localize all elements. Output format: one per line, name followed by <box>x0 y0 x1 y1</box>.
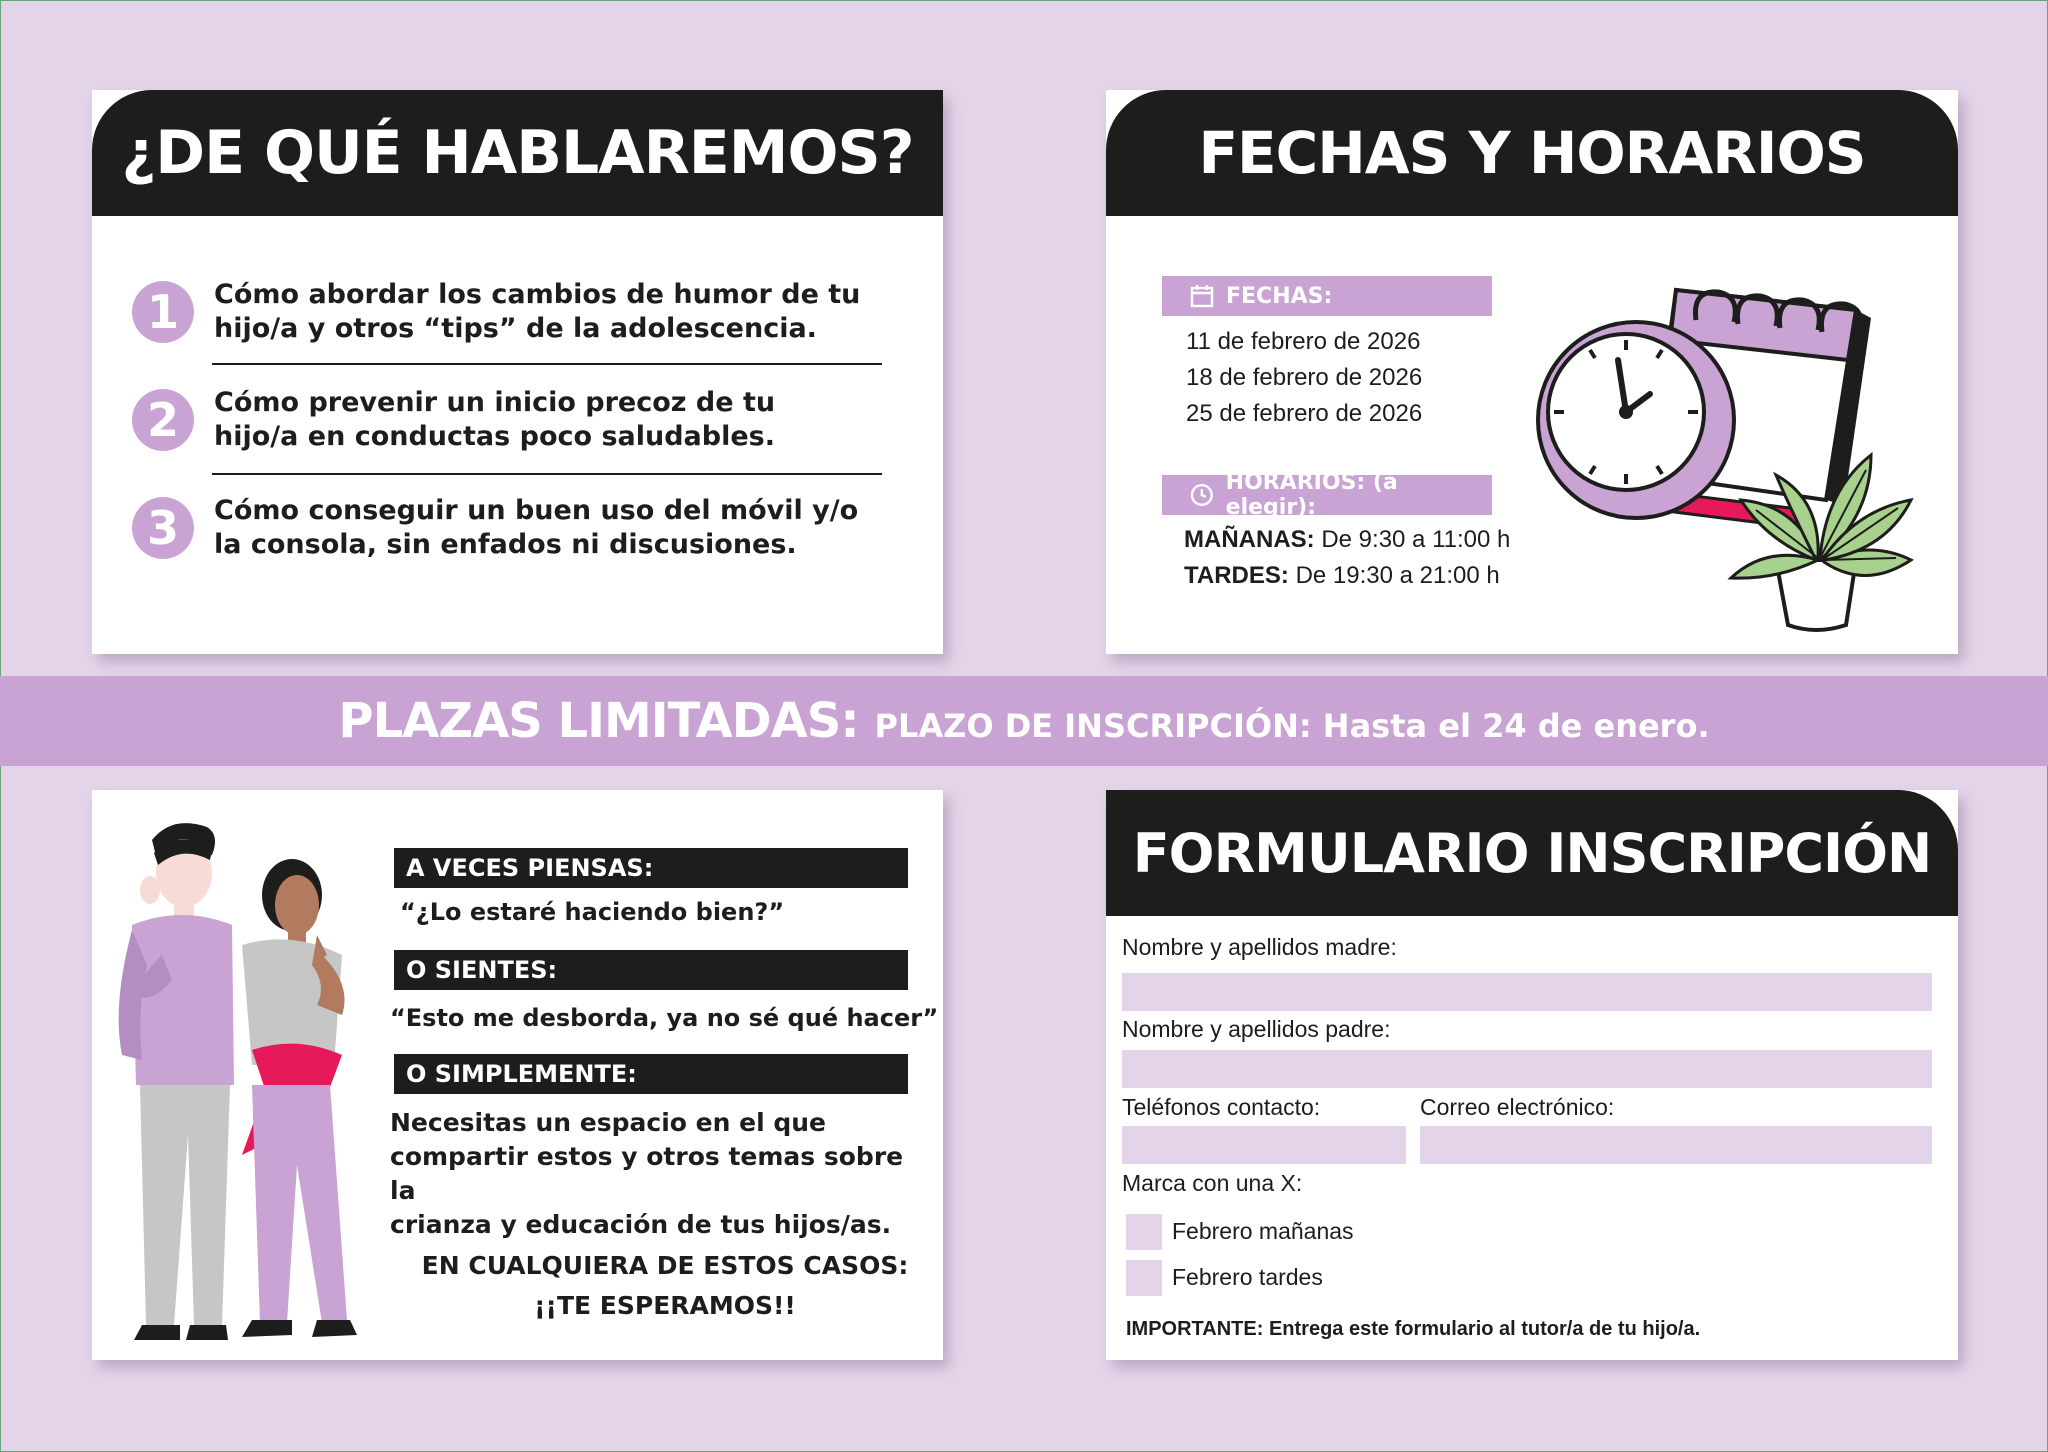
topic-divider <box>212 473 882 475</box>
label-o-sientes: O SIENTES: <box>394 950 908 990</box>
topic-1-line-2: hijo/a y otros “tips” de la adolescencia. <box>214 313 817 344</box>
calendar-clock-plant-illustration <box>1526 260 1946 640</box>
label-o-simplemente: O SIMPLEMENTE: <box>394 1054 908 1094</box>
closing-message <box>390 1246 940 1326</box>
fechas-label: FECHAS: <box>1226 283 1333 309</box>
feelings-card <box>92 790 943 1360</box>
email-field[interactable] <box>1420 1126 1932 1164</box>
phone-label: Teléfonos contacto: <box>1122 1094 1321 1120</box>
option-afternoons-checkbox[interactable] <box>1126 1260 1162 1296</box>
banner-deadline: PLAZO DE INSCRIPCIÓN: Hasta el 24 de enero. <box>874 707 1710 745</box>
topic-2-line-1: Cómo prevenir un inicio precoz de tu <box>214 387 776 418</box>
topic-text-2 <box>214 386 775 454</box>
closing-line-2: ¡¡TE ESPERAMOS!! <box>534 1291 796 1320</box>
important-note <box>1126 1318 1700 1341</box>
option-mornings-label: Febrero mañanas <box>1172 1218 1354 1244</box>
horarios-label: HORARIOS: (a elegir): <box>1225 470 1398 520</box>
parents-illustration <box>102 805 392 1360</box>
quote-2: “Esto me desborda, ya no sé qué hacer” <box>390 1004 939 1032</box>
option-afternoons-label: Febrero tardes <box>1172 1264 1323 1290</box>
father-name-label: Nombre y apellidos padre: <box>1122 1016 1391 1042</box>
mother-name-field[interactable] <box>1122 973 1932 1011</box>
mother-name-label: Nombre y apellidos madre: <box>1122 934 1397 960</box>
email-label: Correo electrónico: <box>1420 1094 1615 1120</box>
topic-number-2: 2 <box>132 389 194 451</box>
feelings-paragraph <box>390 1106 930 1242</box>
clock-icon <box>1190 483 1214 507</box>
important-label: IMPORTANTE: <box>1126 1318 1264 1340</box>
limited-places-banner <box>0 676 2048 766</box>
topic-item-1 <box>132 278 892 346</box>
date-1: 11 de febrero de 2026 <box>1186 328 1421 355</box>
topic-number-3: 3 <box>132 497 194 559</box>
closing-line-1: EN CUALQUIERA DE ESTOS CASOS: <box>421 1251 909 1280</box>
topic-item-3 <box>132 494 892 562</box>
paragraph-line-3: crianza y educación de tus hijos/as. <box>390 1210 892 1239</box>
mananas-value: De 9:30 a 11:00 h <box>1321 526 1511 553</box>
label-a-veces-piensas: A VECES PIENSAS: <box>394 848 908 888</box>
paragraph-line-1: Necesitas un espacio en el que <box>390 1108 827 1137</box>
topic-3-line-1: Cómo conseguir un buen uso del móvil y/o <box>214 495 859 526</box>
father-name-field[interactable] <box>1122 1050 1932 1088</box>
horarios-label-bar <box>1162 470 1492 520</box>
tardes-label: TARDES: <box>1184 562 1289 589</box>
registration-form-card <box>1106 790 1958 1360</box>
option-mornings-checkbox[interactable] <box>1126 1214 1162 1250</box>
important-text: Entrega este formulario al tutor/a de tu hijo/a. <box>1268 1318 1701 1340</box>
topic-text-1 <box>214 278 860 346</box>
form-title: FORMULARIO INSCRIPCIÓN <box>1106 790 1958 916</box>
date-3: 25 de febrero de 2026 <box>1186 400 1423 427</box>
paragraph-line-2: compartir estos y otros temas sobre la <box>390 1142 904 1205</box>
tardes-value: De 19:30 a 21:00 h <box>1295 562 1500 589</box>
topics-card <box>92 90 943 654</box>
topics-title: ¿DE QUÉ HABLAREMOS? <box>92 90 943 216</box>
topic-divider <box>212 363 882 365</box>
banner-headline: PLAZAS LIMITADAS: <box>338 693 859 749</box>
schedule-afternoons <box>1184 562 1500 590</box>
topic-3-line-2: la consola, sin enfados ni discusiones. <box>214 529 797 560</box>
topic-1-line-1: Cómo abordar los cambios de humor de tu <box>214 279 861 310</box>
date-2: 18 de febrero de 2026 <box>1186 364 1423 391</box>
mark-instruction-label: Marca con una X: <box>1122 1170 1303 1196</box>
topic-number-1: 1 <box>132 281 194 343</box>
quote-1: “¿Lo estaré haciendo bien?” <box>400 898 785 926</box>
mananas-label: MAÑANAS: <box>1184 526 1315 553</box>
calendar-icon <box>1190 284 1214 308</box>
topic-text-3 <box>214 494 858 562</box>
fechas-label-bar <box>1162 276 1492 316</box>
topic-2-line-2: hijo/a en conductas poco saludables. <box>214 421 775 452</box>
dates-card <box>1106 90 1958 654</box>
topic-item-2 <box>132 386 892 454</box>
dates-title: FECHAS Y HORARIOS <box>1106 90 1958 216</box>
schedule-mornings <box>1184 526 1510 554</box>
phone-field[interactable] <box>1122 1126 1406 1164</box>
